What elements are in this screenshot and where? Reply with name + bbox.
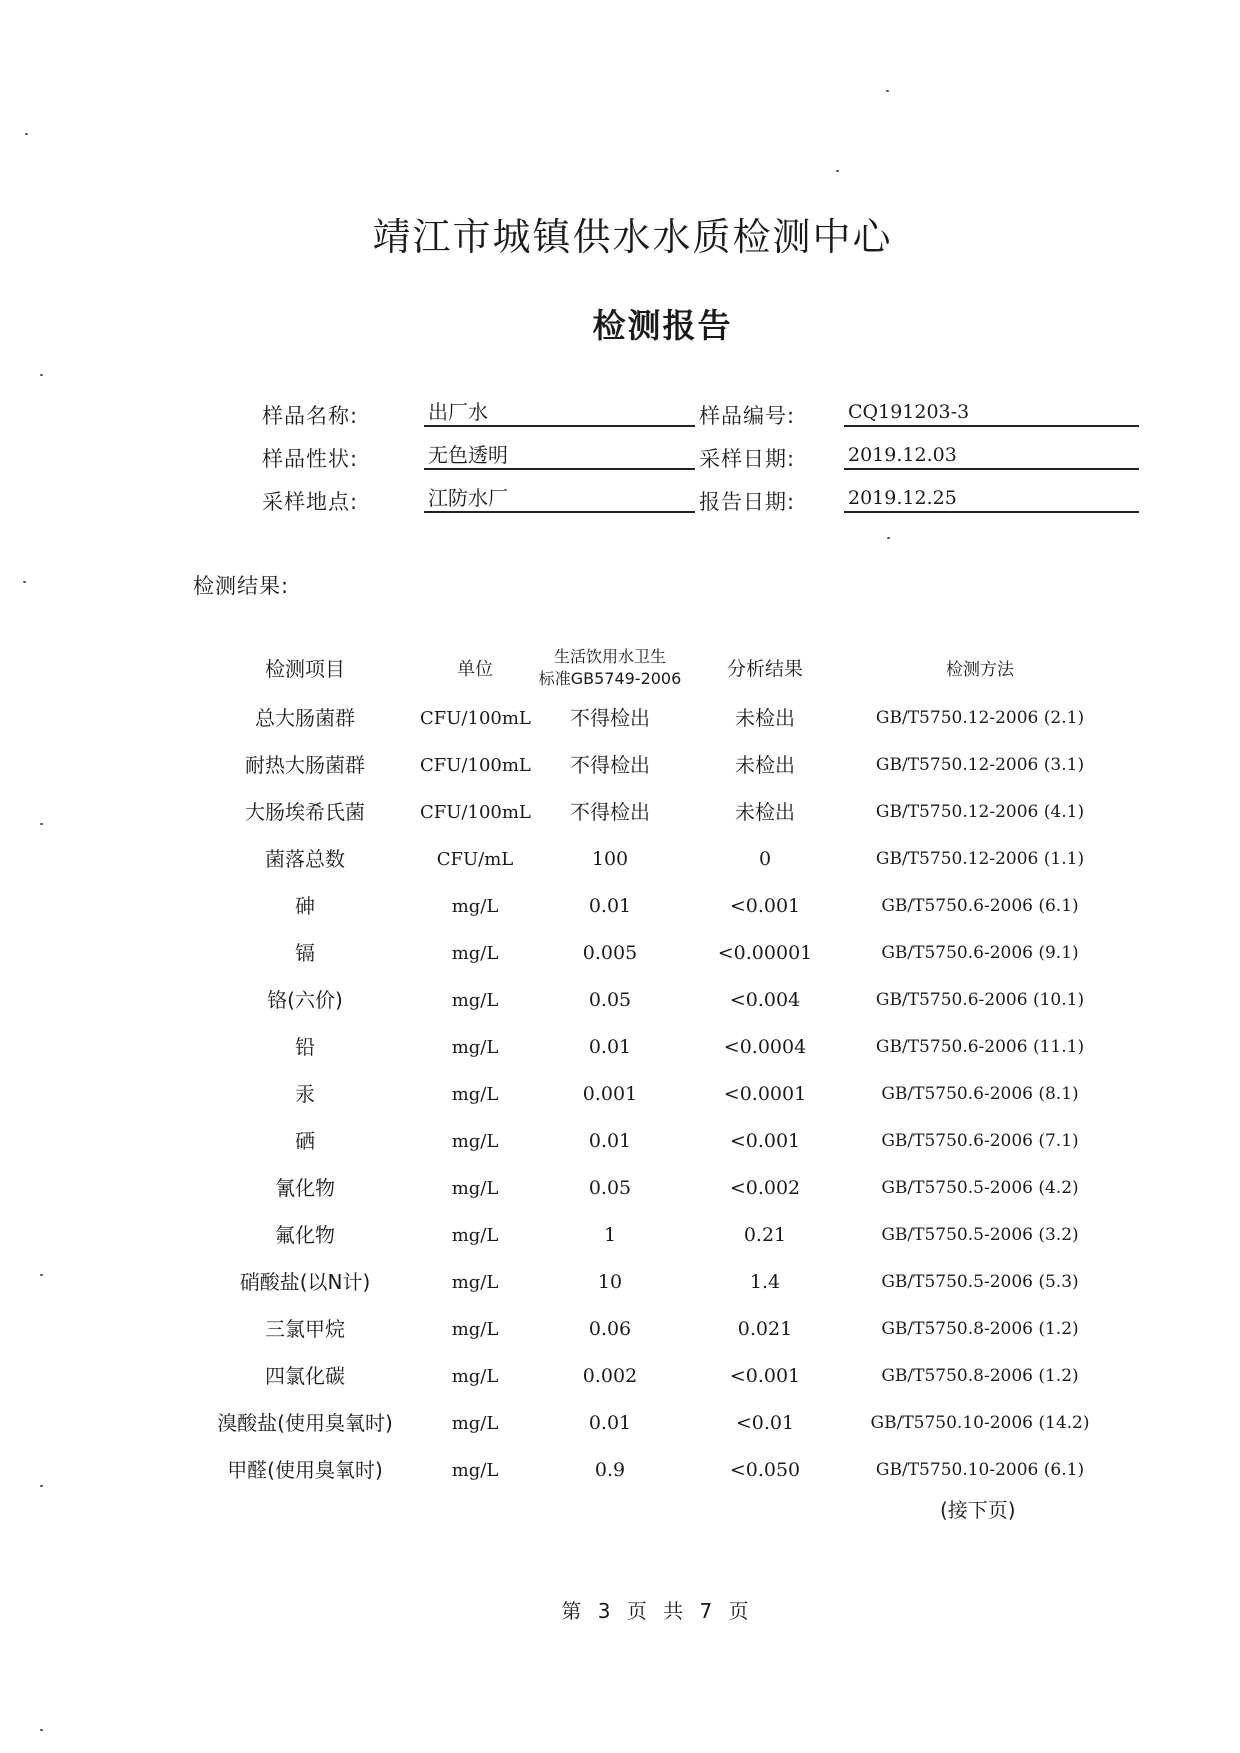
cell-item: 硒 [295, 1129, 315, 1153]
cell-standard: 0.001 [582, 1083, 638, 1105]
cell-unit: mg/L [451, 1319, 499, 1340]
scan-speck [25, 133, 28, 135]
cell-unit: mg/L [451, 1413, 499, 1434]
report-title: 检测报告 [592, 306, 733, 345]
cell-item: 耐热大肠菌群 [245, 753, 365, 777]
cell-standard: 不得检出 [570, 800, 650, 824]
standard-header-line1: 生活饮用水卫生 [553, 646, 666, 666]
cell-item: 溴酸盐(使用臭氧时) [217, 1411, 393, 1435]
cell-unit: mg/L [451, 1037, 499, 1058]
cell-method: GB/T5750.8-2006 (1.2) [881, 1366, 1079, 1386]
cell-unit: CFU/mL [436, 849, 514, 870]
cell-result: <0.004 [729, 989, 801, 1011]
organization-title: 靖江市城镇供水水质检测中心 [372, 215, 893, 259]
cell-standard: 不得检出 [570, 753, 650, 777]
table-row [190, 695, 1120, 742]
cell-standard: 0.06 [588, 1318, 632, 1340]
table-row [190, 1353, 1120, 1400]
cell-method: GB/T5750.6-2006 (8.1) [881, 1084, 1079, 1104]
table-row [190, 883, 1120, 930]
table-row [190, 1212, 1120, 1259]
cell-standard: 10 [597, 1271, 623, 1293]
cell-standard: 0.05 [588, 1177, 632, 1199]
page-indicator: 第 3 页 共 7 页 [561, 1599, 749, 1623]
cell-unit: CFU/100mL [420, 708, 531, 729]
report-date-value: 2019.12.25 [844, 484, 1139, 513]
cell-unit: mg/L [451, 1366, 499, 1387]
results-table [190, 640, 1120, 1494]
column-header-result: 分析结果 [726, 658, 803, 680]
scan-speck [40, 374, 43, 376]
scan-speck [887, 537, 890, 539]
cell-standard: 0.9 [594, 1459, 626, 1481]
cell-method: GB/T5750.6-2006 (10.1) [875, 990, 1085, 1010]
cell-item: 三氯甲烷 [265, 1317, 345, 1341]
cell-unit: mg/L [451, 943, 499, 964]
table-row [190, 836, 1120, 883]
scan-speck [40, 1274, 43, 1276]
cell-result: <0.0001 [723, 1083, 807, 1105]
cell-item: 汞 [295, 1082, 315, 1106]
cell-result: 未检出 [735, 706, 795, 730]
cell-unit: mg/L [451, 1084, 499, 1105]
scan-speck [836, 170, 839, 172]
cell-result: <0.001 [729, 1365, 801, 1387]
continued-note: (接下页) [940, 1498, 1016, 1522]
column-header-method: 检测方法 [946, 660, 1014, 680]
cell-standard: 不得检出 [570, 706, 650, 730]
table-row [190, 930, 1120, 977]
cell-item: 镉 [295, 941, 315, 965]
cell-result: <0.001 [729, 895, 801, 917]
cell-method: GB/T5750.6-2006 (7.1) [881, 1131, 1079, 1151]
cell-result: <0.00001 [717, 942, 813, 964]
cell-method: GB/T5750.12-2006 (4.1) [875, 802, 1085, 822]
column-header-standard [530, 640, 690, 695]
cell-standard: 0.01 [588, 1412, 632, 1434]
table-row [190, 742, 1120, 789]
cell-unit: mg/L [451, 896, 499, 917]
cell-result: 未检出 [735, 800, 795, 824]
cell-method: GB/T5750.12-2006 (1.1) [875, 849, 1085, 869]
cell-result: <0.001 [729, 1130, 801, 1152]
sampling-date-label: 采样日期: [699, 447, 796, 471]
cell-result: <0.0004 [723, 1036, 807, 1058]
cell-unit: mg/L [451, 1460, 499, 1481]
table-row [190, 1118, 1120, 1165]
cell-item: 氟化物 [275, 1223, 335, 1247]
sampling-location-value: 江防水厂 [424, 484, 695, 513]
cell-unit: mg/L [451, 1272, 499, 1293]
cell-item: 硝酸盐(以N计) [239, 1270, 371, 1294]
sample-appearance-label: 样品性状: [262, 447, 359, 471]
cell-item: 砷 [295, 894, 315, 918]
table-row [190, 1400, 1120, 1447]
table-row [190, 1024, 1120, 1071]
sampling-date-value: 2019.12.03 [844, 441, 1139, 470]
cell-unit: mg/L [451, 1178, 499, 1199]
cell-unit: CFU/100mL [420, 802, 531, 823]
cell-method: GB/T5750.12-2006 (2.1) [875, 708, 1085, 728]
scan-speck [40, 1485, 43, 1487]
cell-result: 未检出 [735, 753, 795, 777]
scan-speck [886, 90, 889, 92]
table-row [190, 1306, 1120, 1353]
cell-result: 0.21 [743, 1224, 787, 1246]
cell-result: <0.050 [729, 1459, 801, 1481]
column-header-unit: 单位 [457, 658, 493, 680]
cell-standard: 0.05 [588, 989, 632, 1011]
table-row [190, 1447, 1120, 1494]
scan-speck [40, 1729, 43, 1731]
cell-unit: mg/L [451, 990, 499, 1011]
cell-standard: 0.01 [588, 1036, 632, 1058]
cell-result: 0 [758, 848, 772, 870]
cell-item: 铅 [295, 1035, 315, 1059]
table-header [190, 640, 1120, 695]
cell-method: GB/T5750.12-2006 (3.1) [875, 755, 1085, 775]
cell-item: 总大肠菌群 [255, 706, 355, 730]
cell-standard: 0.01 [588, 895, 632, 917]
sample-name-label: 样品名称: [262, 404, 359, 428]
table-row [190, 1259, 1120, 1306]
cell-standard: 0.002 [582, 1365, 638, 1387]
sample-number-label: 样品编号: [699, 404, 796, 428]
cell-item: 甲醛(使用臭氧时) [227, 1458, 383, 1482]
cell-item: 菌落总数 [265, 847, 345, 871]
cell-unit: mg/L [451, 1225, 499, 1246]
cell-standard: 1 [603, 1224, 617, 1246]
cell-result: 0.021 [737, 1318, 793, 1340]
cell-method: GB/T5750.8-2006 (1.2) [881, 1319, 1079, 1339]
cell-item: 氰化物 [275, 1176, 335, 1200]
cell-result: <0.002 [729, 1177, 801, 1199]
cell-method: GB/T5750.6-2006 (11.1) [875, 1037, 1085, 1057]
sample-appearance-value: 无色透明 [424, 441, 695, 470]
cell-standard: 100 [591, 848, 629, 870]
cell-item: 四氯化碳 [265, 1364, 345, 1388]
table-row [190, 1165, 1120, 1212]
sample-number-value: CQ191203-3 [844, 398, 1139, 427]
cell-method: GB/T5750.6-2006 (9.1) [881, 943, 1079, 963]
cell-standard: 0.01 [588, 1130, 632, 1152]
cell-method: GB/T5750.5-2006 (4.2) [881, 1178, 1079, 1198]
column-header-item: 检测项目 [265, 657, 345, 681]
sample-name-value: 出厂水 [424, 398, 695, 427]
cell-standard: 0.005 [582, 942, 638, 964]
results-heading: 检测结果: [193, 574, 290, 598]
sampling-location-label: 采样地点: [262, 490, 359, 514]
cell-item: 大肠埃希氏菌 [245, 800, 365, 824]
cell-result: 1.4 [749, 1271, 781, 1293]
cell-method: GB/T5750.6-2006 (6.1) [881, 896, 1079, 916]
scan-speck [40, 823, 43, 825]
cell-method: GB/T5750.5-2006 (5.3) [881, 1272, 1079, 1292]
cell-method: GB/T5750.10-2006 (6.1) [875, 1460, 1085, 1480]
report-date-label: 报告日期: [699, 490, 796, 514]
cell-unit: mg/L [451, 1131, 499, 1152]
table-row [190, 1071, 1120, 1118]
cell-unit: CFU/100mL [420, 755, 531, 776]
scan-speck [23, 581, 26, 583]
cell-method: GB/T5750.10-2006 (14.2) [870, 1413, 1090, 1433]
cell-method: GB/T5750.5-2006 (3.2) [881, 1225, 1079, 1245]
standard-header-line2: 标准GB5749-2006 [538, 668, 682, 688]
cell-item: 铬(六价) [267, 988, 343, 1012]
table-row [190, 977, 1120, 1024]
table-row [190, 789, 1120, 836]
cell-result: <0.01 [735, 1412, 795, 1434]
